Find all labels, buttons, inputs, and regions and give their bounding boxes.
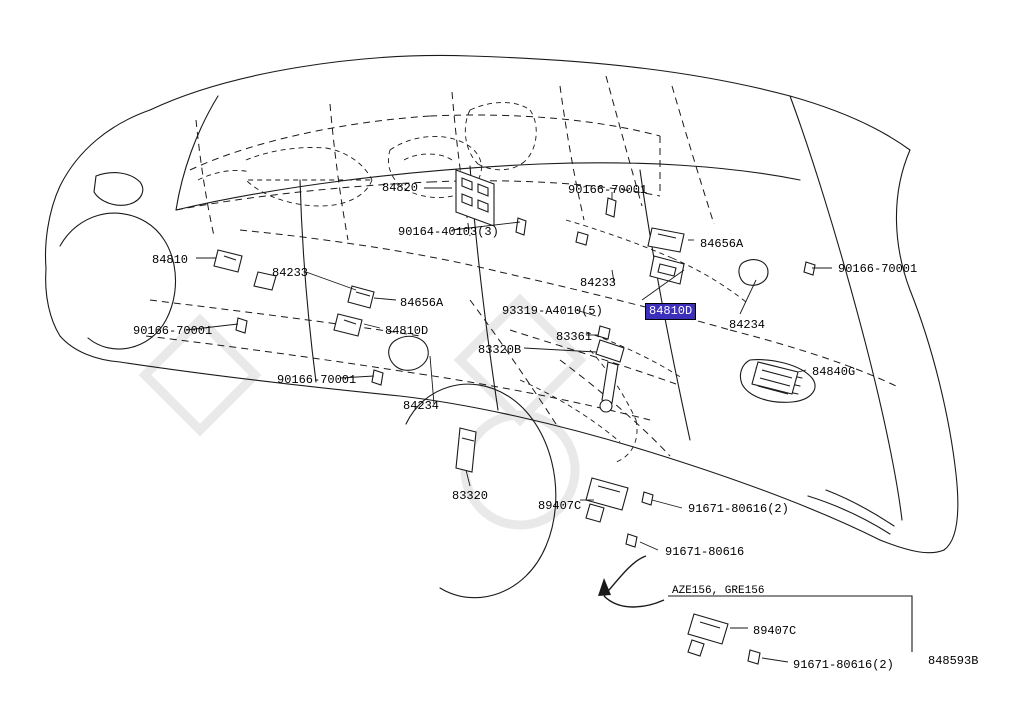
label-84234-right[interactable]: 84234 xyxy=(729,318,766,332)
part-83320 xyxy=(456,428,476,472)
label-84656A-right[interactable]: 84656A xyxy=(700,237,744,251)
label-90166-70001-right[interactable]: 90166-70001 xyxy=(838,262,918,276)
label-83320[interactable]: 83320 xyxy=(452,489,489,503)
label-84810[interactable]: 84810 xyxy=(152,253,189,267)
inset-applicability-note: AZE156, GRE156 xyxy=(672,585,765,597)
label-84840G[interactable]: 84840G xyxy=(812,365,856,379)
label-84810D-mid[interactable]: 84810D xyxy=(385,324,429,338)
label-91671-80616[interactable]: 91671-80616 xyxy=(665,545,745,559)
label-84233-left[interactable]: 84233 xyxy=(272,266,309,280)
interior-hidden-lines xyxy=(146,76,900,456)
part-84234-mid xyxy=(389,336,429,370)
label-84234-mid[interactable]: 84234 xyxy=(403,399,440,413)
label-89407C-inset[interactable]: 89407C xyxy=(753,624,797,638)
part-84234-right xyxy=(739,260,768,286)
part-84820 xyxy=(456,170,494,226)
label-84656A-mid[interactable]: 84656A xyxy=(400,296,444,310)
label-83320B[interactable]: 83320B xyxy=(478,343,522,357)
label-90166-70001-lower[interactable]: 90166-70001 xyxy=(277,373,357,387)
label-84233-right[interactable]: 84233 xyxy=(580,276,617,290)
label-83361[interactable]: 83361 xyxy=(556,330,593,344)
label-93319-A4010[interactable]: 93319-A4010(5) xyxy=(502,304,603,318)
label-91671-80616-2-main[interactable]: 91671-80616(2) xyxy=(688,502,789,516)
label-90166-70001-left[interactable]: 90166-70001 xyxy=(133,324,213,338)
label-89407C-main[interactable]: 89407C xyxy=(538,499,582,513)
label-84810D-highlighted[interactable]: 84810D xyxy=(645,303,696,320)
part-84810D-mid xyxy=(334,314,362,336)
part-84810D-highlighted xyxy=(650,256,684,284)
interior-trim-detail xyxy=(198,103,746,463)
label-90166-70001-top[interactable]: 90166-70001 xyxy=(568,183,648,197)
drawing-number: 848593B xyxy=(928,654,979,668)
part-84840G xyxy=(752,362,798,394)
label-91671-80616-2-inset[interactable]: 91671-80616(2) xyxy=(793,658,894,672)
part-84656A-right xyxy=(648,228,684,252)
part-84233-right xyxy=(348,286,374,308)
part-83361-assembly xyxy=(596,326,624,412)
part-89407C-inset xyxy=(688,614,728,656)
label-90164-40103[interactable]: 90164-40103(3) xyxy=(398,225,499,239)
part-84810-left xyxy=(214,250,242,272)
label-84820[interactable]: 84820 xyxy=(382,181,419,195)
